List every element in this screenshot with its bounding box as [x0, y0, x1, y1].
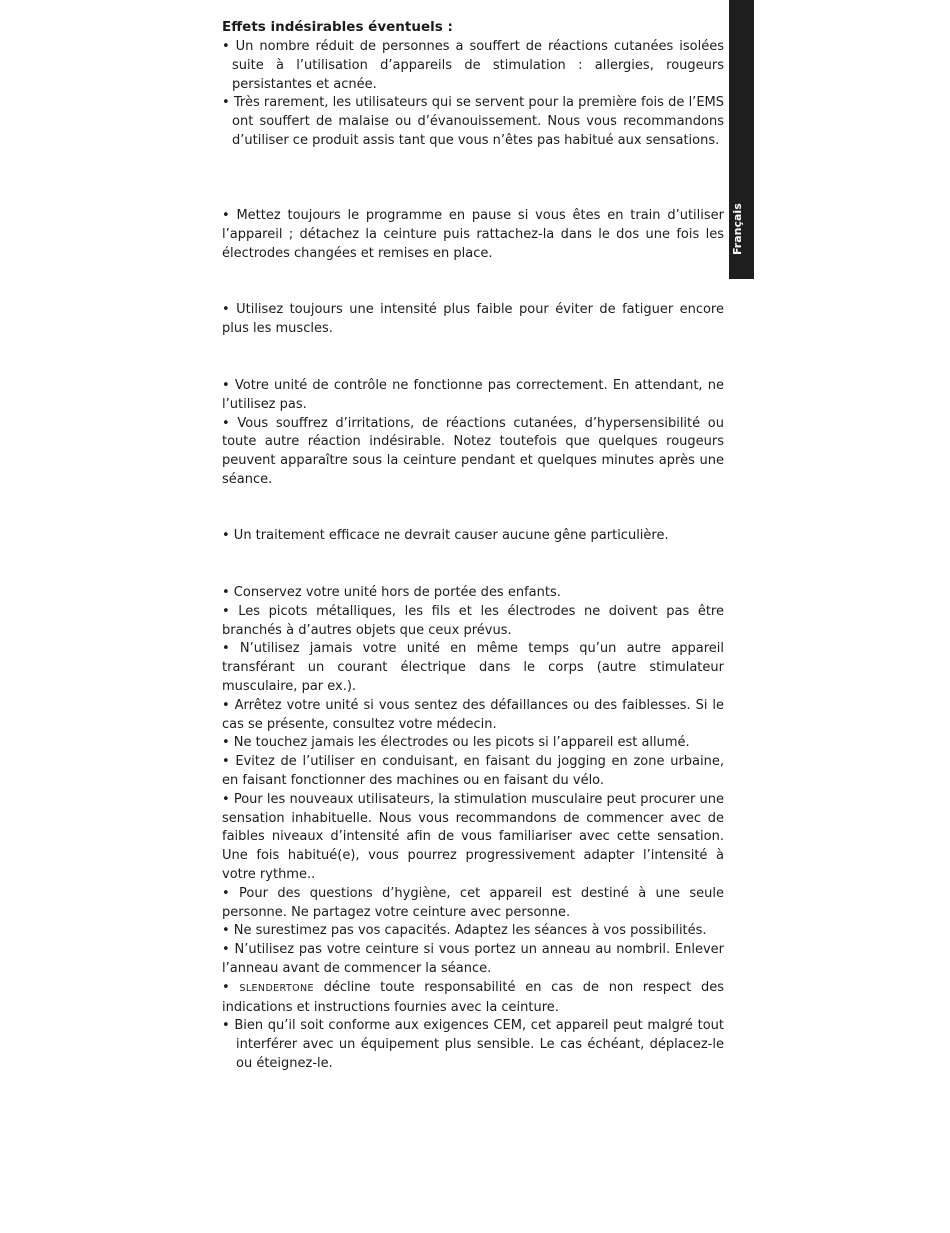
- precaution-item: • Evitez de l’utiliser en conduisant, en faisant du jogging en zone urbaine, en faisant fonctionner des machines ou en faisant du vélo.: [222, 754, 724, 788]
- safety-precautions-list: [222, 584, 724, 1074]
- language-side-tab: [729, 0, 754, 279]
- side-effect-item: • Un nombre réduit de personnes a souffert de réactions cutanées isolées suite à l’utilisation d’appareils de stimulation : allergies, rougeurs persistantes et acnée.: [222, 39, 724, 92]
- stop-condition-item: • Votre unité de contrôle ne fonctionne pas correctement. En attendant, ne l’utilisez pas.: [222, 378, 724, 412]
- precaution-item: • Ne surestimez pas vos capacités. Adaptez les séances à vos possibilités.: [222, 923, 707, 939]
- comfort-note-text: • Un traitement efficace ne devrait causer aucune gêne particulière.: [222, 528, 669, 543]
- side-effects-list: [222, 38, 724, 151]
- precaution-item: • Pour des questions d’hygiène, cet appareil est destiné à une seule personne. Ne partagez votre ceinture avec personne.: [222, 885, 724, 920]
- section-heading: Effets indésirables éventuels :: [222, 19, 453, 35]
- emc-note: • Bien qu’il soit conforme aux exigences CEM, cet appareil peut malgré tout interférer avec un équipement plus sensible. Le cas échéant, déplacez-le ou éteignez-le.: [222, 1018, 724, 1071]
- precaution-item: • Les picots métalliques, les fils et les électrodes ne doivent pas être branchés à d’autres objets que ceux prévus.: [222, 603, 724, 638]
- precaution-item: • Pour les nouveaux utilisateurs, la stimulation musculaire peut procurer une sensation inhabituelle. Nous vous recommandons de commencer avec de faibles niveaux d’intensité afin de vous familiariser avec cette sensation. Une fois habitué(e), vous pourrez progressivement adapter l’intensité à votre rythme..: [222, 791, 724, 882]
- brand-name: SLENDERTONE: [239, 982, 314, 994]
- language-tab-label: Français: [731, 203, 744, 255]
- precaution-item: • Conservez votre unité hors de portée des enfants.: [222, 585, 561, 600]
- comfort-note: [222, 527, 724, 546]
- pause-instruction: [222, 207, 724, 263]
- precaution-item: • N’utilisez jamais votre unité en même temps qu’un autre appareil transférant un courant électrique dans le corps (autre stimulateur musculaire, par ex.).: [222, 641, 724, 694]
- precaution-item: • Arrêtez votre unité si vous sentez des défaillances ou des faiblesses. Si le cas se présente, consultez votre médecin.: [222, 697, 724, 732]
- disclaimer-item: [222, 979, 724, 1018]
- disclaimer-bullet: •: [222, 979, 240, 995]
- precaution-item: • N’utilisez pas votre ceinture si vous portez un anneau au nombril. Enlever l’anneau avant de commencer la séance.: [222, 942, 724, 976]
- precaution-item: • Ne touchez jamais les électrodes ou les picots si l’appareil est allumé.: [222, 735, 690, 751]
- intensity-instruction-text: • Utilisez toujours une intensité plus faible pour éviter de fatiguer encore plus les muscles.: [222, 302, 724, 336]
- disclaimer-text: décline toute responsabilité en cas de non respect des indications et instructions fournies avec la ceinture.: [222, 979, 724, 1015]
- intensity-instruction: [222, 301, 724, 339]
- stop-conditions-list: [222, 377, 724, 490]
- stop-condition-item: • Vous souffrez d’irritations, de réactions cutanées, d’hypersensibilité ou toute autre réaction indésirable. Notez toutefois que quelques rougeurs peuvent apparaître sous la ceinture pendant et quelques minutes après une séance.: [222, 415, 724, 487]
- side-effect-item: • Très rarement, les utilisateurs qui se servent pour la première fois de l’EMS ont souffert de malaise ou d’évanouissement. Nous vous recommandons d’utiliser ce produit assis tant que vous n’êtes pas habitué aux sensations.: [222, 95, 724, 148]
- pause-instruction-text: • Mettez toujours le programme en pause si vous êtes en train d’utiliser l’appareil ; détachez la ceinture puis rattachez-la dans le dos une fois les électrodes changées et remises en place.: [222, 208, 724, 261]
